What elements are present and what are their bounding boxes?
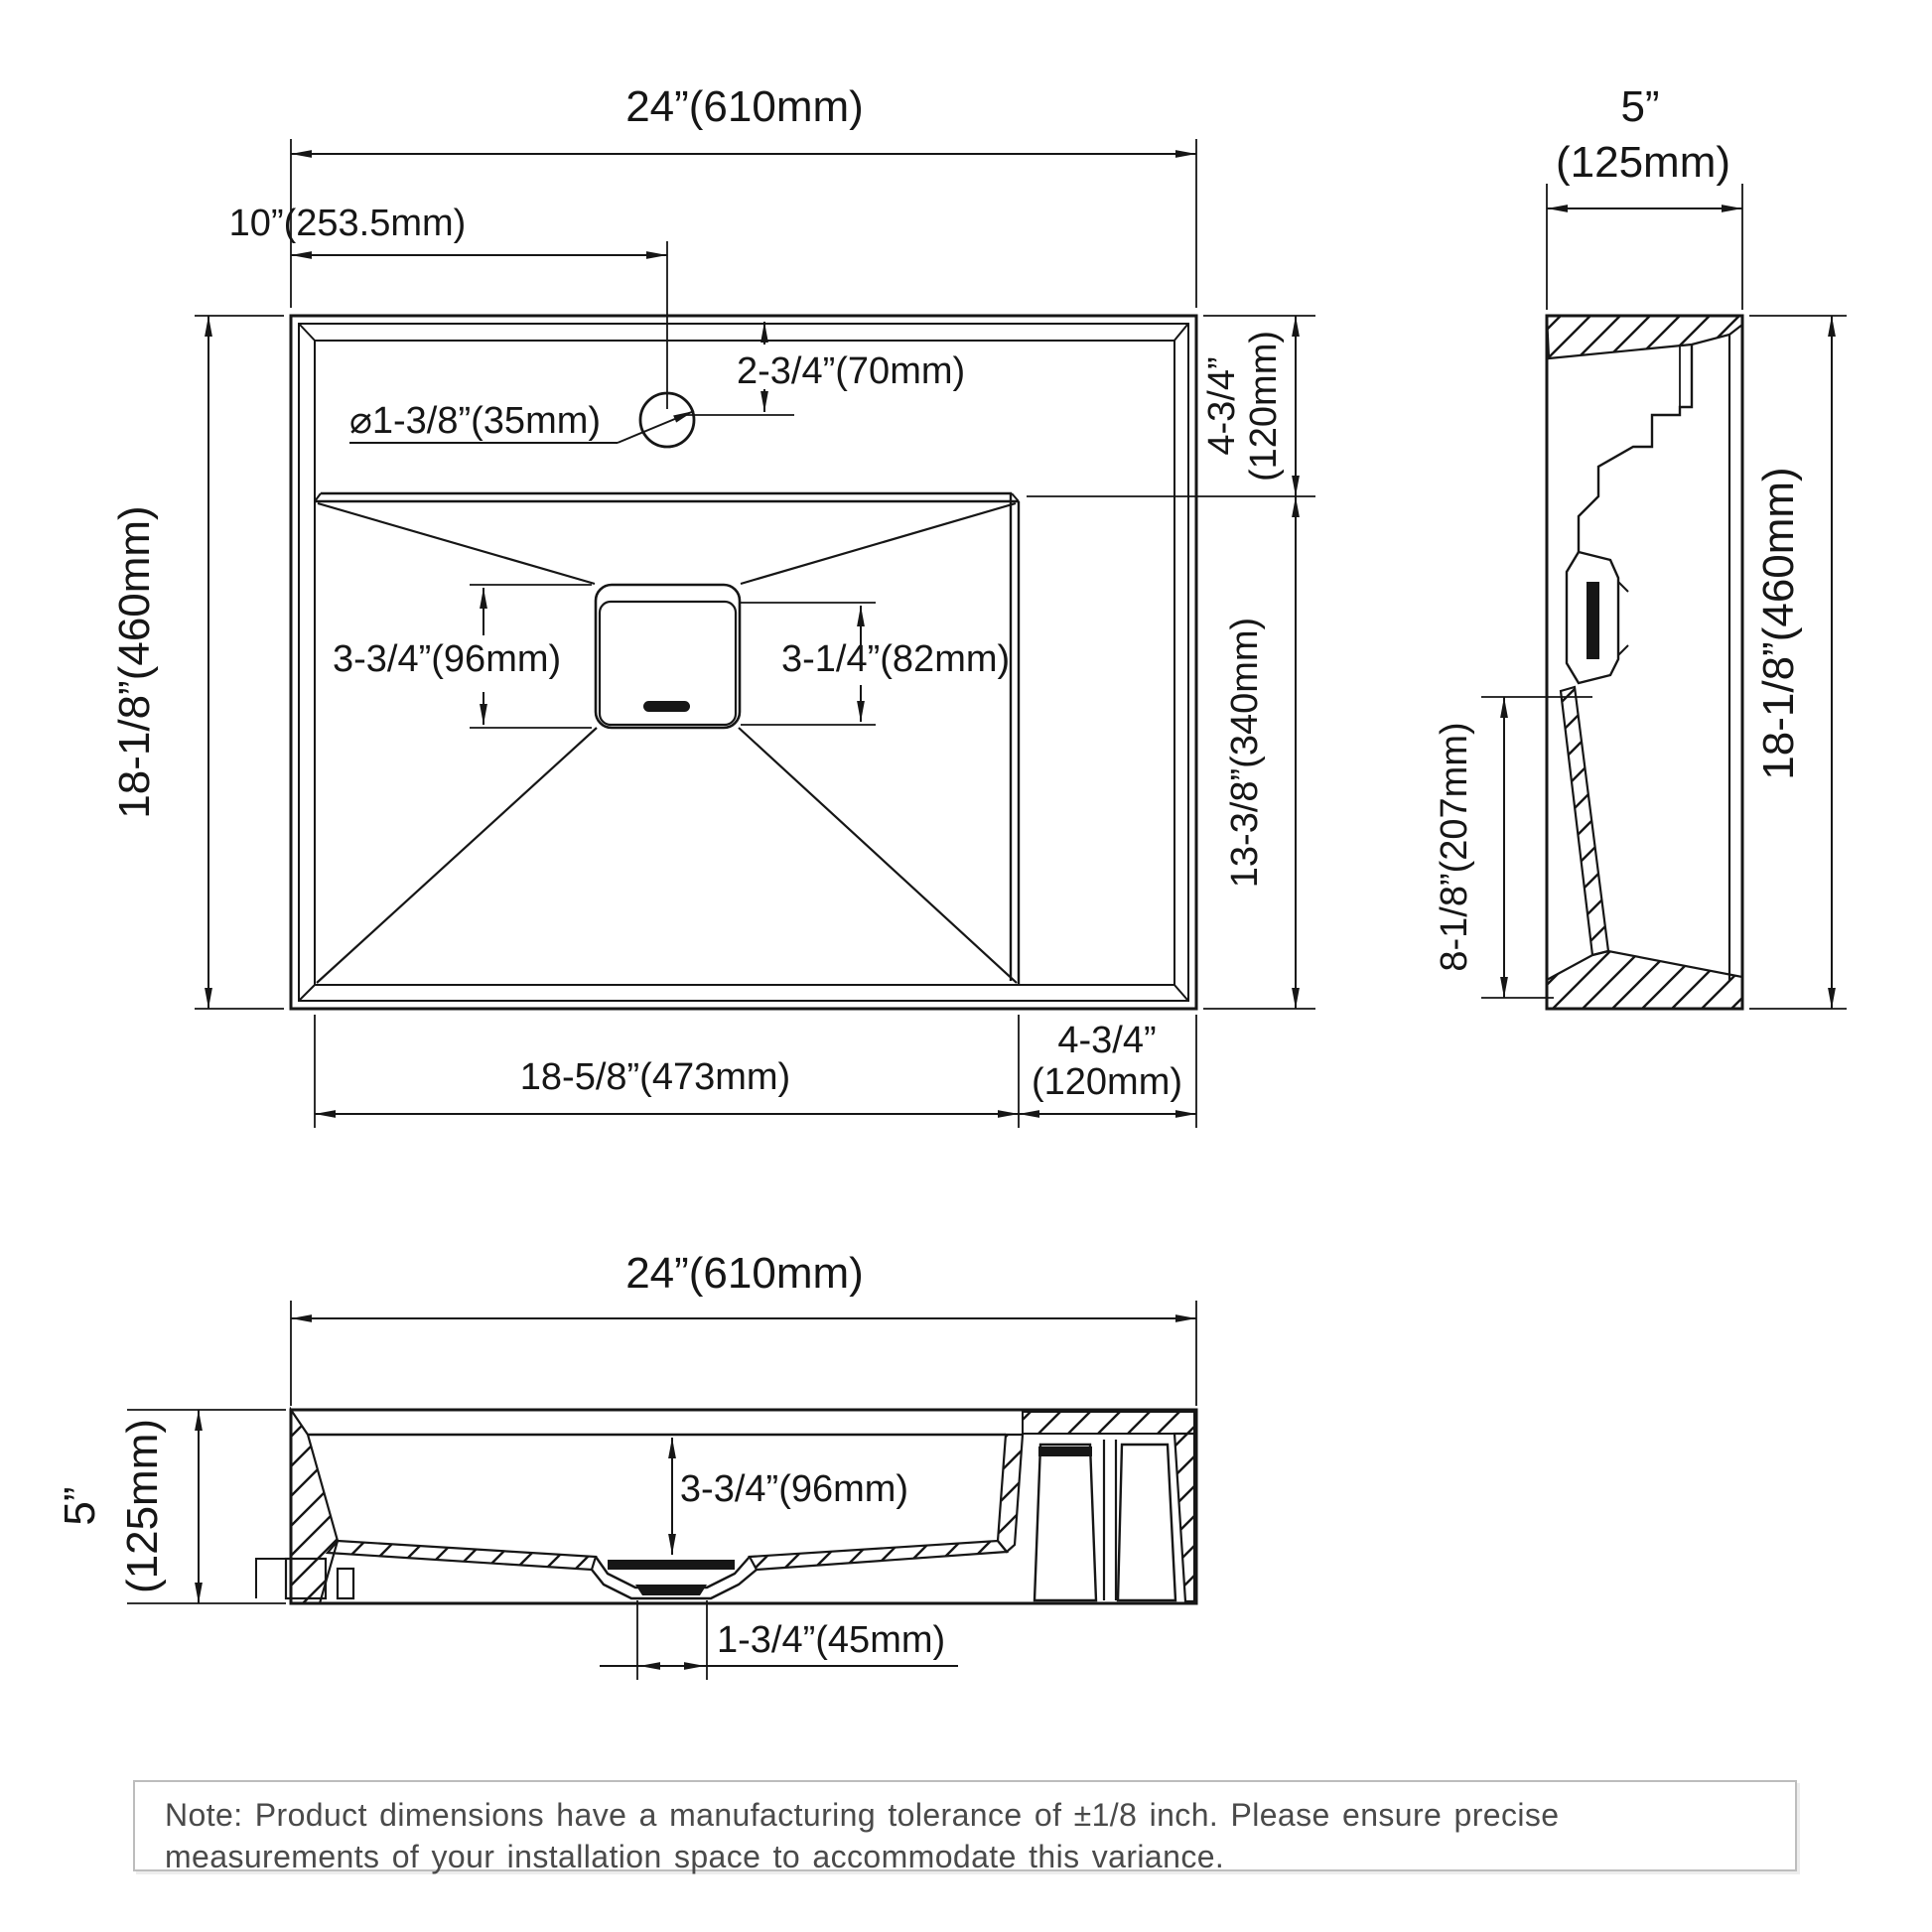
faucet-dia-label: ⌀1-3/8”(35mm) bbox=[349, 400, 602, 442]
faucet-offset-label: 10”(253.5mm) bbox=[228, 203, 467, 244]
section-width-dim bbox=[291, 1301, 1196, 1406]
side-width-dim bbox=[1547, 184, 1742, 310]
side-drain-height-label: 8-1/8”(207mm) bbox=[1434, 722, 1475, 972]
section-depth-label: 3-3/4”(96mm) bbox=[679, 1468, 909, 1510]
section-height-label-mm: (125mm) bbox=[118, 1418, 167, 1594]
overflow-slot-icon bbox=[643, 701, 690, 712]
faucet-offset-dim bbox=[291, 241, 667, 409]
basin-width-label: 18-5/8”(473mm) bbox=[519, 1056, 791, 1098]
side-bowl-wall bbox=[1547, 687, 1742, 1009]
plan-height-dim bbox=[195, 316, 284, 1009]
deck-top-label-mm: (120mm) bbox=[1243, 330, 1285, 483]
section-width-label: 24”(610mm) bbox=[625, 1249, 864, 1298]
side-view bbox=[1434, 82, 1847, 1009]
faucet-depth-label: 2-3/4”(70mm) bbox=[737, 350, 966, 392]
plan-view bbox=[110, 82, 1315, 1128]
side-width-label-in: 5” bbox=[1620, 82, 1660, 131]
deck-right-label-mm: (120mm) bbox=[1031, 1061, 1183, 1103]
basin-opening bbox=[315, 493, 1019, 985]
tolerance-note bbox=[133, 1780, 1797, 1875]
basin-front-label: 13-3/8”(340mm) bbox=[1224, 617, 1266, 889]
drain-recess-label: 3-3/4”(96mm) bbox=[333, 638, 562, 680]
side-width-label-mm: (125mm) bbox=[1555, 138, 1731, 187]
side-outline bbox=[1547, 316, 1742, 1009]
tolerance-note-text: Note: Product dimensions have a manufacturing tolerance of ±1/8 inch. Please ensure precise measurements of your installation space to accommodate this variance. bbox=[165, 1797, 1560, 1875]
plan-width-label: 24”(610mm) bbox=[625, 82, 864, 131]
plan-height-label: 18-1/8”(460mm) bbox=[110, 505, 159, 819]
section-drain bbox=[592, 1557, 757, 1598]
deck-top-label-in: 4-3/4” bbox=[1201, 356, 1243, 456]
side-height-label: 18-1/8”(460mm) bbox=[1754, 467, 1803, 780]
drain-plate-label: 3-1/4”(82mm) bbox=[781, 638, 1011, 680]
section-height-label-in: 5” bbox=[56, 1486, 104, 1526]
section-feet bbox=[256, 1440, 1175, 1600]
side-drain-boss bbox=[1567, 552, 1628, 683]
section-view bbox=[56, 1249, 1196, 1680]
drain-recess bbox=[596, 585, 740, 728]
section-drain-width-label: 1-3/4”(45mm) bbox=[717, 1619, 946, 1661]
deck-right-label-in: 4-3/4” bbox=[1057, 1020, 1157, 1061]
